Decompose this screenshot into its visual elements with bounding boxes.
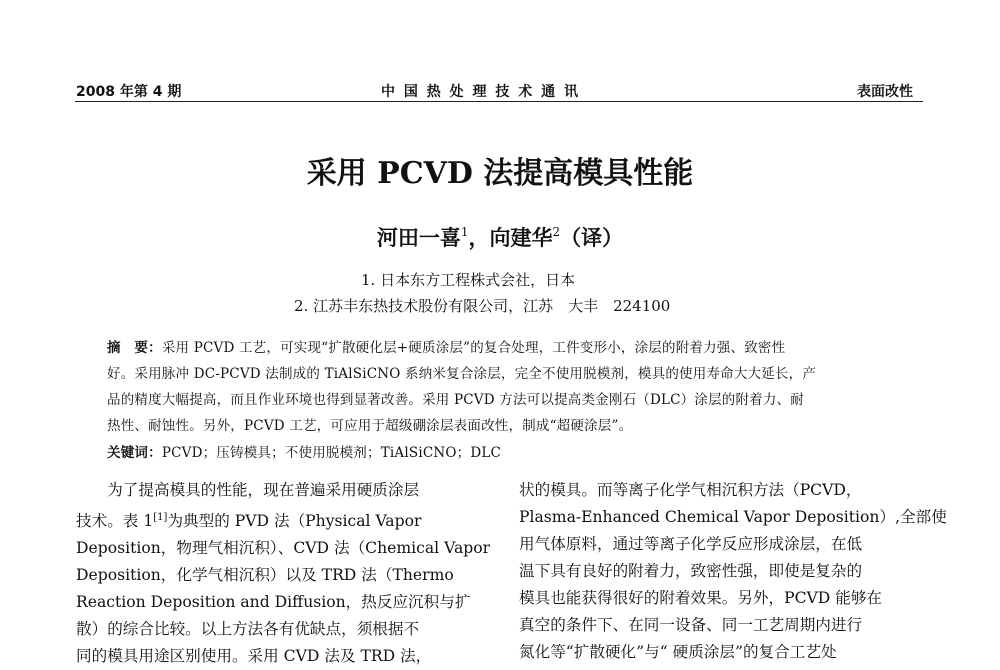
author-1-affil-mark: 1 (460, 225, 469, 239)
translator-role: （译） (560, 225, 624, 250)
header-rule (75, 101, 923, 102)
body-line: 散）的综合比较。以上方法各有优缺点，须根据不 (76, 620, 420, 638)
body-line: 用气体原料，通过等离子化学反应形成涂层，在低 (519, 535, 863, 553)
body-line: 温下具有良好的附着力，致密性强，即使是复杂的 (519, 562, 863, 580)
abstract-line (107, 336, 785, 356)
author-1-name: 河田一喜 (376, 225, 461, 250)
body-line: Plasma-Enhanced Chemical Vapor Deposition）,全部使 (519, 508, 947, 526)
author-2-name: 向建华 (489, 225, 553, 250)
abstract-line: 热性、耐蚀性。另外，PCVD 工艺，可应用于超级硼涂层表面改性，制成“超硬涂层”。 (107, 418, 633, 434)
body-line (76, 504, 484, 535)
body-line: 氮化等“扩散硬化”与“ 硬质涂层”的复合工艺处 (519, 643, 837, 661)
body-line: Reaction Deposition and Diffusion，热反应沉积与扩 (76, 593, 471, 611)
keywords-label: 关键词： (107, 445, 162, 461)
body-line-text: 技术。表 1 (76, 512, 154, 530)
journal-name: 中 国 热 处 理 技 术 通 讯 (381, 84, 580, 100)
citation-mark: [1] (153, 512, 168, 523)
affiliation-1: 1. 日本东方工程株式会社，日本 (361, 271, 576, 289)
body-line: Deposition，化学气相沉积）以及 TRD 法（Thermo (76, 566, 454, 584)
abstract-text: 采用 PCVD 工艺，可实现“扩散硬化层+硬质涂层”的复合处理，工件变形小，涂层的附着力强、致密性 (161, 340, 786, 356)
section-label: 表面改性 (857, 84, 913, 100)
keywords-line (107, 441, 501, 461)
body-line: 为了提高模具的性能，现在普遍采用硬质涂层 (76, 481, 420, 499)
body-line: 真空的条件下、在同一设备、同一工艺周期内进行 (519, 616, 863, 634)
body-line: 模具也能获得很好的附着效果。另外，PCVD 能够在 (519, 589, 883, 607)
body-column-left (76, 477, 491, 670)
abstract-line: 品的精度大幅提高，而且作业环境也得到显著改善。采用 PCVD 方法可以提高类金刚石（DLC）涂层的附着力、耐 (107, 392, 804, 408)
affiliation-2: 2. 江苏丰东热技术股份有限公司，江苏 大丰 224100 (294, 297, 671, 315)
paper-title: 采用 PCVD 法提高模具性能 (306, 156, 694, 191)
author-2-affil-mark: 2 (552, 225, 561, 239)
author-separator: ， (468, 225, 490, 250)
abstract-line: 好。采用脉冲 DC-PCVD 法制成的 TiAlSiCNO 系纳米复合涂层，完全不使用脱模剂，模具的使用寿命大大延长，产 (107, 366, 817, 382)
body-line-text: 为典型的 PVD 法（Physical Vapor (167, 512, 422, 530)
body-line: 同的模具用途区别使用。采用 CVD 法及 TRD 法， (76, 647, 432, 665)
issue-label: 2008 年第 4 期 (76, 84, 182, 100)
body-column-right (519, 477, 947, 666)
keywords-text: PCVD；压铸模具；不使用脱模剂；TiAlSiCNO；DLC (161, 445, 502, 461)
abstract-label: 摘 要： (107, 340, 162, 356)
author-line (0, 222, 1000, 252)
body-line: Deposition，物理气相沉积）、CVD 法（Chemical Vapor (76, 539, 491, 557)
body-line: 状的模具。而等离子化学气相沉积方法（PCVD， (519, 481, 862, 499)
